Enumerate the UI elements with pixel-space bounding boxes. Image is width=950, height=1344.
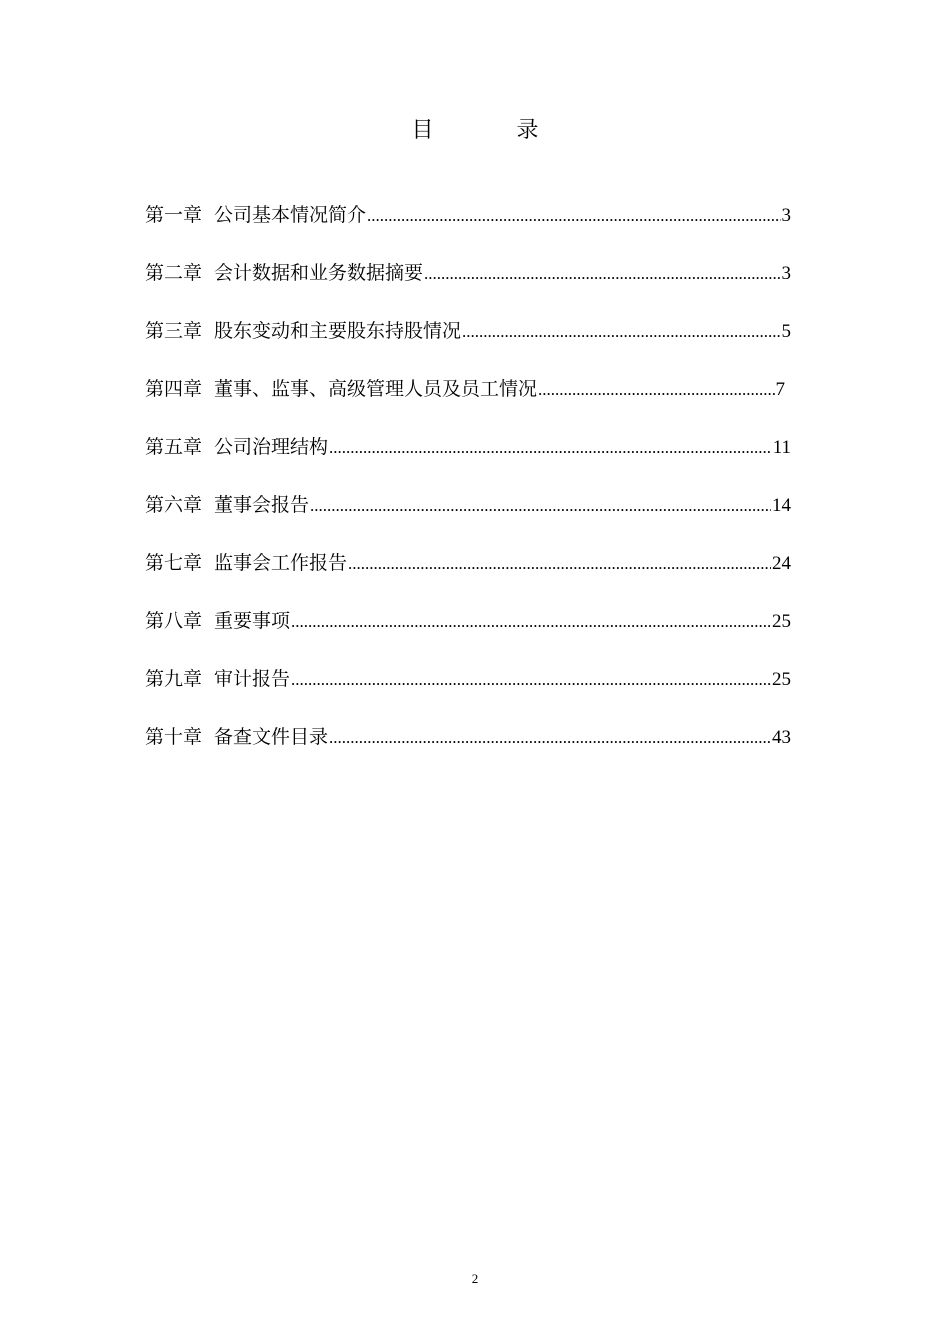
toc-chapter-title: 审计报告 [214, 668, 291, 690]
toc-page-number: 7 [775, 379, 785, 400]
toc-dot-leader [329, 721, 771, 755]
toc-entry-8[interactable] [145, 604, 791, 662]
toc-dot-leader [367, 199, 780, 233]
toc-chapter-number: 第三章 [145, 320, 203, 342]
toc-dot-leader [538, 373, 774, 407]
toc-page-number: 3 [781, 205, 791, 226]
toc-chapter-title: 股东变动和主要股东持股情况 [214, 320, 462, 342]
toc-page-number: 5 [781, 321, 791, 342]
toc-chapter-number: 第七章 [145, 552, 203, 574]
toc-page-number: 43 [772, 727, 791, 748]
toc-chapter-title: 董事会报告 [214, 494, 310, 516]
toc-dot-leader [348, 547, 771, 581]
toc-chapter-title: 公司治理结构 [214, 436, 329, 458]
toc-page-number: 25 [772, 611, 791, 632]
toc-dot-leader [329, 431, 772, 465]
toc-chapter-title: 会计数据和业务数据摘要 [214, 262, 424, 284]
toc-dot-leader [462, 315, 780, 349]
toc-chapter-number: 第一章 [145, 204, 203, 226]
toc-page-number: 24 [772, 553, 791, 574]
toc-page-number: 14 [772, 495, 791, 516]
toc-entry-7[interactable] [145, 546, 791, 604]
toc-dot-leader [291, 605, 771, 639]
toc-chapter-title: 备查文件目录 [214, 726, 329, 748]
toc-dot-leader [310, 489, 771, 523]
toc-page-number: 25 [772, 669, 791, 690]
table-of-contents [145, 198, 791, 778]
toc-chapter-number: 第九章 [145, 668, 203, 690]
page-number: 2 [471, 1271, 479, 1286]
toc-entry-1[interactable] [145, 198, 791, 256]
toc-page-number: 3 [781, 263, 791, 284]
toc-dot-leader [291, 663, 771, 697]
toc-entry-4[interactable] [145, 372, 791, 430]
toc-chapter-number: 第六章 [145, 494, 203, 516]
toc-entry-9[interactable] [145, 662, 791, 720]
toc-chapter-title: 重要事项 [214, 610, 291, 632]
toc-entry-6[interactable] [145, 488, 791, 546]
toc-chapter-number: 第四章 [145, 378, 203, 400]
page-title: 目 录 [411, 118, 577, 143]
toc-chapter-title: 监事会工作报告 [214, 552, 348, 574]
toc-chapter-title: 公司基本情况简介 [214, 204, 367, 226]
toc-chapter-title: 董事、监事、高级管理人员及员工情况 [214, 378, 538, 400]
toc-page-number: 11 [772, 437, 791, 458]
toc-entry-2[interactable] [145, 256, 791, 314]
toc-chapter-number: 第十章 [145, 726, 203, 748]
toc-entry-5[interactable] [145, 430, 791, 488]
toc-dot-leader [424, 257, 780, 291]
toc-entry-10[interactable] [145, 720, 791, 778]
toc-chapter-number: 第八章 [145, 610, 203, 632]
toc-chapter-number: 第五章 [145, 436, 203, 458]
toc-chapter-number: 第二章 [145, 262, 203, 284]
toc-entry-3[interactable] [145, 314, 791, 372]
